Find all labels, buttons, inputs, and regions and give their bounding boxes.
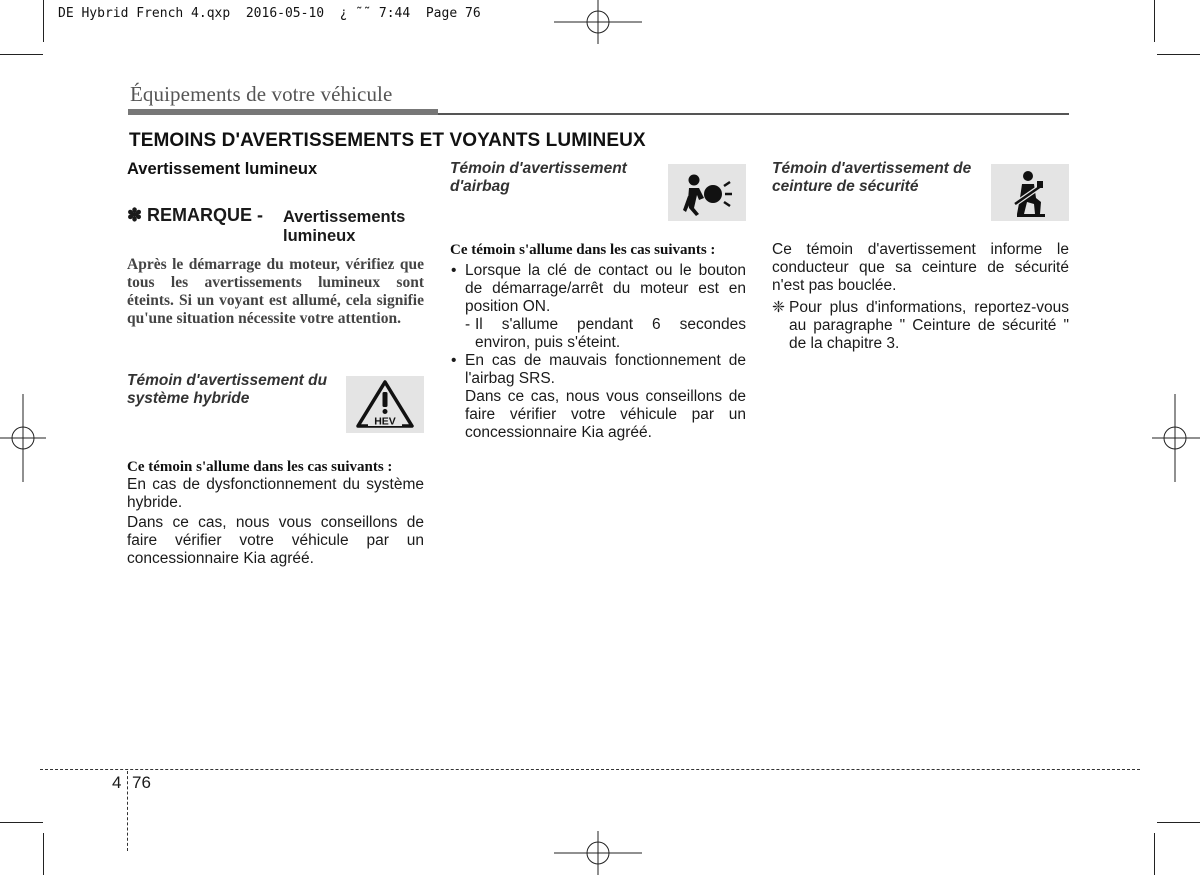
airbag-lead: Ce témoin s'allume dans les cas suivants : (450, 242, 716, 258)
reference-text: Pour plus d'informations, reportez-vous au paragraphe " Ceinture de sécurité " de la chapitre 3. (789, 299, 1069, 352)
footer-rule (40, 769, 1140, 770)
note-label: REMARQUE - (147, 205, 263, 225)
subheading: Avertissement lumineux (127, 160, 318, 178)
seatbelt-paragraph: Ce témoin d'avertissement informe le conducteur que sa ceinture de sécurité n'est pas bouclée. (772, 241, 1069, 294)
airbag-bullet-1: • Lorsque la clé de contact ou le bouton de démarrage/arrêt du moteur est en position ON. (451, 262, 746, 315)
seatbelt-warning-icon (991, 164, 1069, 221)
chapter-number: 4 (112, 773, 122, 792)
main-heading: TEMOINS D'AVERTISSEMENTS ET VOYANTS LUMINEUX (129, 130, 646, 151)
airbag-warning-item (450, 160, 746, 238)
hybrid-warning-item (127, 372, 424, 428)
column-middle (450, 160, 746, 442)
note-header (127, 206, 424, 246)
airbag-bullet-2: • En cas de mauvais fonctionnement de l'airbag SRS. (451, 352, 746, 387)
print-slug: DE Hybrid French 4.qxp 2016-05-10 ¿ ˜˜ 7:44 Page 76 (58, 6, 481, 21)
airbag-continuation: Dans ce cas, nous vous conseillons de faire vérifier votre véhicule par un concessionnaire Kia agréé. (465, 388, 746, 441)
svg-text:HEV: HEV (374, 415, 396, 428)
column-left (127, 160, 424, 568)
airbag-dash-text: Il s'allume pendant 6 secondes environ, puis s'éteint. (475, 316, 746, 351)
airbag-warning-title: Témoin d'avertissement d'airbag (450, 160, 627, 195)
hybrid-lead: Ce témoin s'allume dans les cas suivants : (127, 459, 393, 475)
reference-symbol: ❈ (772, 299, 785, 316)
note-subtitle: Avertissements lumineux (283, 208, 406, 245)
airbag-warning-icon (668, 164, 746, 221)
footer-divider (127, 771, 128, 851)
header-rule-thick (128, 109, 438, 115)
column-right (772, 160, 1069, 353)
hybrid-paragraph-1: En cas de dysfonctionnement du système hybride. (127, 476, 424, 511)
hev-warning-icon (346, 376, 424, 433)
header-rule-thin (438, 113, 1069, 115)
note-symbol: ✽ (127, 205, 143, 225)
airbag-bullet-1-text: Lorsque la clé de contact ou le bouton de démarrage/arrêt du moteur est en position ON. (465, 262, 746, 315)
note-text: Après le démarrage du moteur, vérifiez que tous les avertissements lumineux sont éteints. Si un voyant est allumé, cela signifie qu'une situation nécessite votre attention. (127, 256, 424, 327)
page-number: 76 (132, 773, 151, 792)
hybrid-paragraph-2: Dans ce cas, nous vous conseillons de faire vérifier votre véhicule par un concessionnaire Kia agréé. (127, 514, 424, 567)
seatbelt-warning-item (772, 160, 1069, 238)
airbag-dash-item: - Il s'allume pendant 6 secondes environ, puis s'éteint. (465, 316, 746, 351)
seatbelt-reference-note (772, 299, 1069, 353)
section-title: Équipements de votre véhicule (130, 82, 393, 106)
airbag-bullet-2-text: En cas de mauvais fonctionnement de l'airbag SRS. (465, 352, 746, 387)
seatbelt-warning-title: Témoin d'avertissement de ceinture de sécurité (772, 160, 972, 195)
hybrid-warning-title: Témoin d'avertissement du système hybride (127, 372, 328, 407)
